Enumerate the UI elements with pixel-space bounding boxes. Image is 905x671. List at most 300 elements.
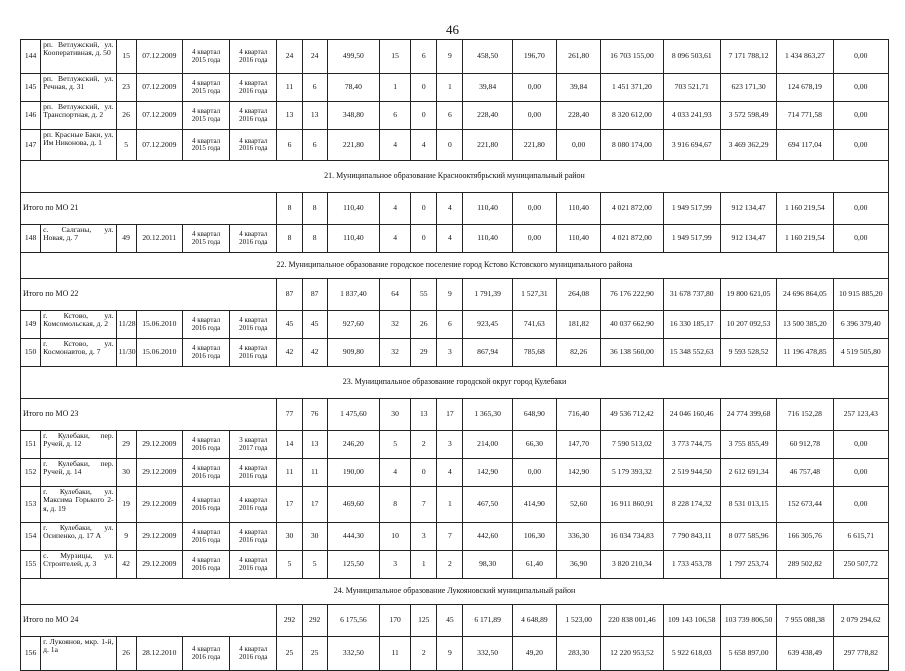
cell-c18: 5 658 897,00 [720,637,776,671]
cell-c11: 26 [411,311,437,339]
cell-c14: 221,80 [512,130,556,161]
cell-c14: 648,90 [512,399,556,431]
cell-c12: 2 [437,551,463,579]
cell-c19: 1 434 863,27 [777,40,833,74]
cell-c8: 30 [302,523,327,551]
cell-c14: 785,68 [512,339,556,367]
cell-c19: 694 117,04 [777,130,833,161]
cell-c8: 5 [302,551,327,579]
table-row [21,523,889,551]
cell-c17: 24 046 160,46 [663,399,720,431]
cell-c15: 264,08 [557,279,601,311]
section-header-row [21,161,889,193]
cell-c12: 0 [437,130,463,161]
cell-c17: 8 228 174,32 [663,487,720,523]
cell-c10: 10 [380,523,411,551]
cell-c15: 110,40 [557,193,601,225]
cell-c8: 8 [302,193,327,225]
cell-start-period: 4 квартал 2015 года [182,102,229,130]
cell-c14: 0,00 [512,74,556,102]
cell-date: 29.12.2009 [136,431,182,459]
cell-c19: 714 771,58 [777,102,833,130]
cell-c19: 46 757,48 [777,459,833,487]
cell-c20: 0,00 [833,459,888,487]
row-number: 151 [21,431,41,459]
cell-c7: 6 [277,130,302,161]
cell-c12: 4 [437,459,463,487]
cell-c8: 6 [302,130,327,161]
total-row [21,193,889,225]
cell-c11: 1 [411,551,437,579]
cell-c20: 0,00 [833,40,888,74]
table-row [21,339,889,367]
cell-c12: 9 [437,637,463,671]
cell-c18: 9 593 528,52 [720,339,776,367]
cell-c11: 3 [411,523,437,551]
cell-c17: 1 733 453,78 [663,551,720,579]
cell-c11: 6 [411,40,437,74]
cell-c19: 166 305,76 [777,523,833,551]
total-label: Итого по МО 24 [21,605,277,637]
cell-c7: 11 [277,459,302,487]
cell-c13: 142,90 [463,459,512,487]
address-cell: рп. Ветлужский, ул. Речная, д. 31 [41,74,116,102]
section-title: 22. Муниципальное образование городское поселение город Кстово Кстовского муниципального района [21,253,889,279]
cell-c10: 1 [380,74,411,102]
cell-c11: 2 [411,637,437,671]
cell-c10: 5 [380,431,411,459]
cell-c17: 703 521,71 [663,74,720,102]
cell-c12: 17 [437,399,463,431]
address-cell: рп. Ветлужский, ул. Транспортная, д. 2 [41,102,116,130]
cell-c10: 4 [380,130,411,161]
row-number: 148 [21,225,41,253]
cell-c3: 11/28 [116,311,136,339]
cell-c13: 867,94 [463,339,512,367]
row-number: 150 [21,339,41,367]
cell-c7: 24 [277,40,302,74]
cell-c18: 1 797 253,74 [720,551,776,579]
cell-c8: 45 [302,311,327,339]
section-title: 21. Муниципальное образование Краснооктябрьский муниципальный район [21,161,889,193]
cell-c15: 181,82 [557,311,601,339]
table-row [21,637,889,671]
cell-end-period: 4 квартал 2016 года [230,551,277,579]
address-cell: с. Салганы, ул. Новая, д. 7 [41,225,116,253]
cell-c10: 4 [380,225,411,253]
cell-c20: 6 396 379,40 [833,311,888,339]
cell-c20: 0,00 [833,487,888,523]
cell-c20: 0,00 [833,102,888,130]
cell-date: 20.12.2011 [136,225,182,253]
section-title: 23. Муниципальное образование городской округ город Кулебаки [21,367,889,399]
section-header-row [21,253,889,279]
cell-c15: 142,90 [557,459,601,487]
cell-c16: 8 080 174,00 [601,130,663,161]
cell-start-period: 4 квартал 2016 года [182,523,229,551]
cell-c8: 76 [302,399,327,431]
address-cell: г. Кстово, ул. Космонавтов, д. 7 [41,339,116,367]
address-cell: г. Кулебаки, пер. Ручей, д. 14 [41,459,116,487]
cell-c19: 716 152,28 [777,399,833,431]
cell-c7: 5 [277,551,302,579]
cell-start-period: 4 квартал 2016 года [182,637,229,671]
cell-start-period: 4 квартал 2015 года [182,130,229,161]
cell-start-period: 4 квартал 2015 года [182,40,229,74]
cell-c17: 31 678 737,80 [663,279,720,311]
cell-c14: 0,00 [512,102,556,130]
row-number: 147 [21,130,41,161]
cell-c10: 8 [380,487,411,523]
total-row [21,605,889,637]
cell-c14: 1 527,31 [512,279,556,311]
cell-c18: 3 469 362,29 [720,130,776,161]
cell-c12: 4 [437,193,463,225]
cell-c19: 1 160 219,54 [777,193,833,225]
cell-c9: 927,60 [327,311,379,339]
cell-c7: 30 [277,523,302,551]
cell-c10: 4 [380,459,411,487]
cell-c11: 0 [411,225,437,253]
cell-c10: 3 [380,551,411,579]
cell-start-period: 4 квартал 2016 года [182,311,229,339]
cell-start-period: 4 квартал 2016 года [182,487,229,523]
cell-end-period: 4 квартал 2016 года [230,459,277,487]
cell-c12: 6 [437,102,463,130]
cell-c20: 0,00 [833,74,888,102]
table-row [21,74,889,102]
cell-c20: 297 778,82 [833,637,888,671]
cell-c20: 0,00 [833,431,888,459]
cell-c9: 6 175,56 [327,605,379,637]
cell-c18: 19 800 621,05 [720,279,776,311]
table-row [21,311,889,339]
cell-c13: 6 171,89 [463,605,512,637]
cell-c17: 8 096 503,61 [663,40,720,74]
cell-c16: 12 220 953,52 [601,637,663,671]
cell-c14: 66,30 [512,431,556,459]
cell-c8: 42 [302,339,327,367]
section-header-row [21,367,889,399]
cell-c15: 261,80 [557,40,601,74]
row-number: 146 [21,102,41,130]
cell-c13: 214,00 [463,431,512,459]
cell-c7: 13 [277,102,302,130]
cell-c3: 49 [116,225,136,253]
cell-c20: 4 519 505,80 [833,339,888,367]
cell-c14: 0,00 [512,459,556,487]
cell-c15: 336,30 [557,523,601,551]
cell-c7: 8 [277,193,302,225]
cell-c9: 110,40 [327,225,379,253]
cell-c7: 14 [277,431,302,459]
cell-c18: 7 171 788,12 [720,40,776,74]
cell-c3: 42 [116,551,136,579]
section-title: 24. Муниципальное образование Лукояновский муниципальный район [21,579,889,605]
cell-c18: 912 134,47 [720,225,776,253]
address-cell: г. Кулебаки, пер. Ручей, д. 12 [41,431,116,459]
cell-c3: 15 [116,40,136,74]
cell-c13: 332,50 [463,637,512,671]
cell-c14: 196,70 [512,40,556,74]
cell-c20: 0,00 [833,130,888,161]
table-row [21,40,889,74]
cell-c3: 9 [116,523,136,551]
table-row [21,459,889,487]
cell-c12: 9 [437,40,463,74]
address-cell: рп. Красные Баки, ул. Им Никонова, д. 1 [41,130,116,161]
cell-c3: 30 [116,459,136,487]
cell-c17: 16 330 185,17 [663,311,720,339]
cell-c12: 4 [437,225,463,253]
cell-end-period: 4 квартал 2016 года [230,74,277,102]
cell-c17: 5 922 618,03 [663,637,720,671]
cell-c10: 30 [380,399,411,431]
cell-c11: 0 [411,74,437,102]
cell-c9: 348,80 [327,102,379,130]
cell-c16: 7 590 513,02 [601,431,663,459]
cell-end-period: 3 квартал 2017 года [230,431,277,459]
cell-c18: 3 572 598,49 [720,102,776,130]
cell-c10: 32 [380,311,411,339]
cell-c19: 13 500 385,20 [777,311,833,339]
cell-c8: 87 [302,279,327,311]
cell-c8: 13 [302,431,327,459]
row-number: 153 [21,487,41,523]
cell-c13: 228,40 [463,102,512,130]
cell-c19: 152 673,44 [777,487,833,523]
cell-c9: 909,80 [327,339,379,367]
cell-c13: 98,30 [463,551,512,579]
cell-c13: 1 791,39 [463,279,512,311]
cell-date: 29.12.2009 [136,523,182,551]
cell-date: 07.12.2009 [136,130,182,161]
cell-c19: 289 502,82 [777,551,833,579]
cell-c14: 61,40 [512,551,556,579]
cell-c16: 4 021 872,00 [601,193,663,225]
cell-end-period: 4 квартал 2016 года [230,225,277,253]
cell-c20: 257 123,43 [833,399,888,431]
housing-program-table [20,39,889,671]
cell-c7: 25 [277,637,302,671]
cell-c9: 499,50 [327,40,379,74]
cell-date: 29.12.2009 [136,459,182,487]
cell-c8: 292 [302,605,327,637]
address-cell: г. Кулебаки, ул. Осипенко, д. 17 А [41,523,116,551]
cell-c14: 0,00 [512,193,556,225]
cell-c18: 8 077 585,96 [720,523,776,551]
cell-c7: 87 [277,279,302,311]
cell-c9: 125,50 [327,551,379,579]
cell-c19: 24 696 864,05 [777,279,833,311]
cell-end-period: 4 квартал 2016 года [230,130,277,161]
cell-end-period: 4 квартал 2016 года [230,40,277,74]
cell-c16: 8 320 612,00 [601,102,663,130]
cell-c7: 77 [277,399,302,431]
cell-c19: 124 678,19 [777,74,833,102]
cell-c7: 292 [277,605,302,637]
cell-end-period: 4 квартал 2016 года [230,311,277,339]
cell-c14: 414,90 [512,487,556,523]
cell-c11: 29 [411,339,437,367]
cell-c13: 458,50 [463,40,512,74]
cell-c20: 10 915 885,20 [833,279,888,311]
cell-c16: 36 138 560,00 [601,339,663,367]
cell-c9: 78,40 [327,74,379,102]
cell-c12: 9 [437,279,463,311]
cell-date: 29.12.2009 [136,551,182,579]
cell-c20: 0,00 [833,225,888,253]
row-number: 149 [21,311,41,339]
cell-c9: 190,00 [327,459,379,487]
cell-c19: 60 912,78 [777,431,833,459]
cell-c13: 923,45 [463,311,512,339]
section-header-row [21,579,889,605]
cell-date: 29.12.2009 [136,487,182,523]
cell-date: 15.06.2010 [136,311,182,339]
cell-c15: 228,40 [557,102,601,130]
cell-c19: 639 438,49 [777,637,833,671]
cell-end-period: 4 квартал 2016 года [230,637,277,671]
cell-c7: 45 [277,311,302,339]
cell-c16: 1 451 371,20 [601,74,663,102]
cell-c16: 4 021 872,00 [601,225,663,253]
cell-c16: 5 179 393,32 [601,459,663,487]
cell-c14: 49,20 [512,637,556,671]
cell-c3: 19 [116,487,136,523]
cell-c11: 4 [411,130,437,161]
cell-c3: 23 [116,74,136,102]
total-label: Итого по МО 23 [21,399,277,431]
table-row [21,225,889,253]
cell-c3: 26 [116,102,136,130]
cell-c8: 11 [302,459,327,487]
cell-c15: 0,00 [557,130,601,161]
row-number: 155 [21,551,41,579]
cell-c18: 3 755 855,49 [720,431,776,459]
cell-date: 15.06.2010 [136,339,182,367]
table-row [21,487,889,523]
cell-c19: 7 955 088,38 [777,605,833,637]
cell-date: 07.12.2009 [136,40,182,74]
cell-c17: 2 519 944,50 [663,459,720,487]
cell-c10: 64 [380,279,411,311]
cell-c8: 24 [302,40,327,74]
row-number: 154 [21,523,41,551]
total-row [21,399,889,431]
row-number: 145 [21,74,41,102]
cell-c9: 110,40 [327,193,379,225]
cell-c14: 0,00 [512,225,556,253]
row-number: 156 [21,637,41,671]
total-row [21,279,889,311]
cell-c9: 469,60 [327,487,379,523]
cell-c16: 76 176 222,90 [601,279,663,311]
cell-c15: 283,30 [557,637,601,671]
cell-c7: 11 [277,74,302,102]
cell-c17: 1 949 517,99 [663,193,720,225]
cell-c17: 15 348 552,63 [663,339,720,367]
cell-c7: 17 [277,487,302,523]
cell-c17: 4 033 241,93 [663,102,720,130]
cell-c15: 39,84 [557,74,601,102]
cell-c18: 623 171,30 [720,74,776,102]
cell-c20: 0,00 [833,193,888,225]
cell-c18: 912 134,47 [720,193,776,225]
cell-c17: 1 949 517,99 [663,225,720,253]
cell-c13: 467,50 [463,487,512,523]
cell-c11: 7 [411,487,437,523]
cell-c17: 109 143 106,58 [663,605,720,637]
cell-c15: 36,90 [557,551,601,579]
cell-c3: 5 [116,130,136,161]
cell-c13: 442,60 [463,523,512,551]
row-number: 144 [21,40,41,74]
cell-end-period: 4 квартал 2016 года [230,339,277,367]
cell-c12: 45 [437,605,463,637]
cell-c16: 16 034 734,83 [601,523,663,551]
cell-start-period: 4 квартал 2016 года [182,431,229,459]
cell-end-period: 4 квартал 2016 года [230,487,277,523]
cell-c18: 103 739 806,50 [720,605,776,637]
cell-c13: 221,80 [463,130,512,161]
cell-c8: 8 [302,225,327,253]
cell-c14: 4 648,89 [512,605,556,637]
cell-c11: 0 [411,102,437,130]
cell-c18: 24 774 399,68 [720,399,776,431]
cell-c9: 332,50 [327,637,379,671]
cell-c7: 42 [277,339,302,367]
cell-c18: 10 207 092,53 [720,311,776,339]
cell-end-period: 4 квартал 2016 года [230,523,277,551]
table-row [21,551,889,579]
cell-c8: 6 [302,74,327,102]
cell-c20: 2 079 294,62 [833,605,888,637]
cell-c8: 17 [302,487,327,523]
cell-c12: 1 [437,487,463,523]
cell-c20: 250 507,72 [833,551,888,579]
table-row [21,102,889,130]
cell-c19: 11 196 478,85 [777,339,833,367]
cell-c19: 1 160 219,54 [777,225,833,253]
cell-c11: 55 [411,279,437,311]
cell-date: 28.12.2010 [136,637,182,671]
cell-start-period: 4 квартал 2015 года [182,74,229,102]
cell-c13: 39,84 [463,74,512,102]
cell-c15: 82,26 [557,339,601,367]
address-cell: с. Мурзицы, ул. Строителей, д. 3 [41,551,116,579]
cell-c11: 2 [411,431,437,459]
cell-c13: 110,40 [463,225,512,253]
cell-end-period: 4 квартал 2016 года [230,102,277,130]
cell-c11: 0 [411,193,437,225]
cell-c15: 1 523,00 [557,605,601,637]
cell-c10: 15 [380,40,411,74]
cell-c10: 32 [380,339,411,367]
cell-c12: 3 [437,431,463,459]
cell-c9: 1 837,40 [327,279,379,311]
address-cell: г. Кулебаки, ул. Максима Горького 2-я, д. 19 [41,487,116,523]
cell-date: 07.12.2009 [136,74,182,102]
cell-c15: 716,40 [557,399,601,431]
cell-c16: 49 536 712,42 [601,399,663,431]
cell-start-period: 4 квартал 2015 года [182,225,229,253]
cell-c13: 1 365,30 [463,399,512,431]
cell-c15: 52,60 [557,487,601,523]
cell-c20: 6 615,71 [833,523,888,551]
cell-c10: 170 [380,605,411,637]
address-cell: г. Кстово, ул. Комсомольская, д. 2 [41,311,116,339]
